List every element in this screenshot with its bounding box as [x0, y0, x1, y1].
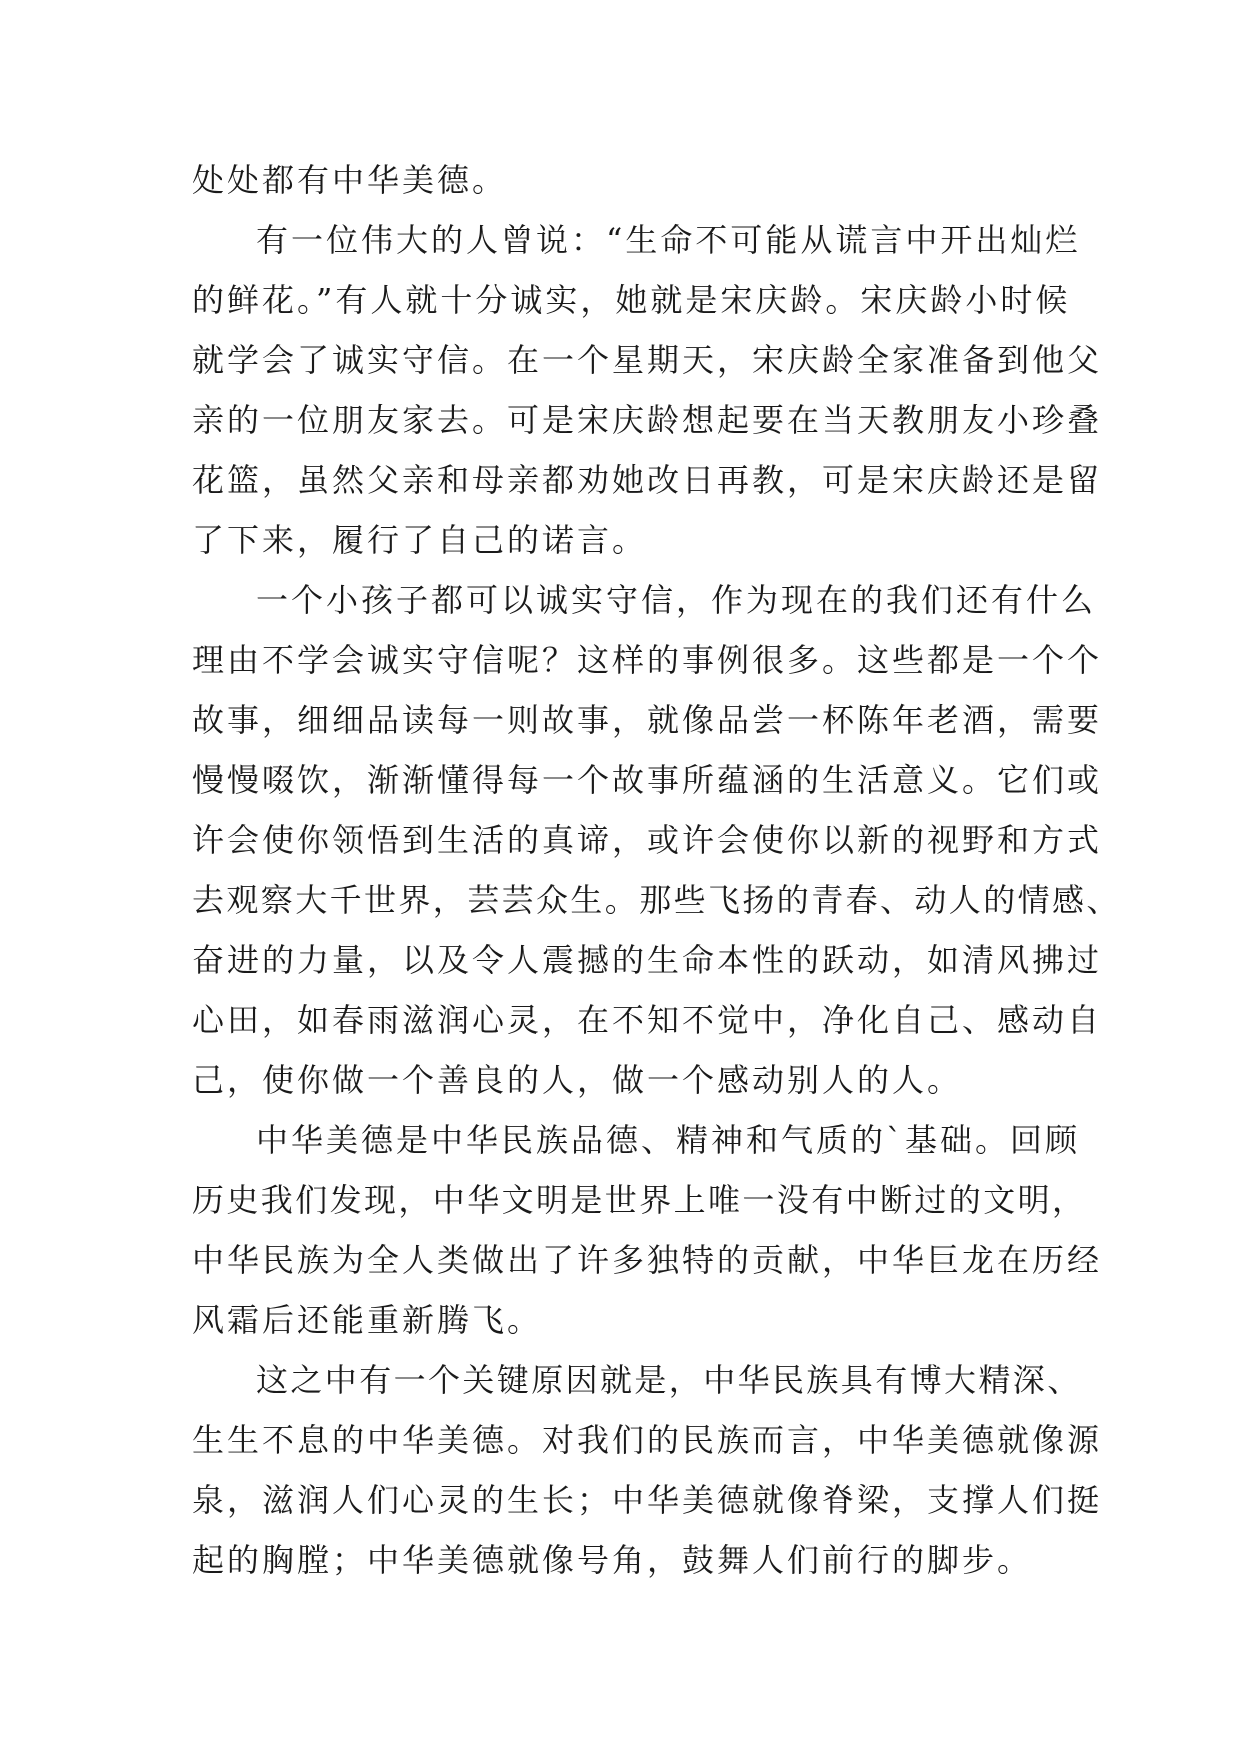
text-line: 泉，滋润人们心灵的生长；中华美德就像脊梁，支撑人们挺 — [192, 1481, 1103, 1519]
text-line: 中华民族为全人类做出了许多独特的贡献，中华巨龙在历经 — [192, 1241, 1103, 1279]
text-line: 故事，细细品读每一则故事，就像品尝一杯陈年老酒，需要 — [192, 701, 1103, 739]
text-line: 亲的一位朋友家去。可是宋庆龄想起要在当天教朋友小珍叠 — [192, 401, 1103, 439]
text-line: 理由不学会诚实守信呢？这样的事例很多。这些都是一个个 — [192, 641, 1103, 679]
text-line: 历史我们发现，中华文明是世界上唯一没有中断过的文明， — [192, 1181, 1087, 1219]
text-line: 花篮，虽然父亲和母亲都劝她改日再教，可是宋庆龄还是留 — [192, 461, 1103, 499]
text-line: 的鲜花。”有人就十分诚实，她就是宋庆龄。宋庆龄小时候 — [192, 281, 1071, 319]
text-line: 己，使你做一个善良的人，做一个感动别人的人。 — [192, 1061, 963, 1099]
text-line: 风霜后还能重新腾飞。 — [192, 1301, 543, 1339]
text-line: 起的胸膛；中华美德就像号角，鼓舞人们前行的脚步。 — [192, 1541, 1033, 1579]
text-line: 去观察大千世界，芸芸众生。那些飞扬的青春、动人的情感、 — [192, 881, 1121, 919]
text-line: 生生不息的中华美德。对我们的民族而言，中华美德就像源 — [192, 1421, 1103, 1459]
text-line: 心田，如春雨滋润心灵，在不知不觉中，净化自己、感动自 — [192, 1001, 1103, 1039]
paragraph-start-line: 有一位伟大的人曾说：“生命不可能从谎言中开出灿烂 — [256, 221, 1081, 259]
paragraph-start-line: 这之中有一个关键原因就是，中华民族具有博大精深、 — [256, 1361, 1082, 1399]
text-line: 就学会了诚实守信。在一个星期天，宋庆龄全家准备到他父 — [192, 341, 1103, 379]
body-text — [192, 150, 1121, 1590]
text-line: 处处都有中华美德。 — [192, 161, 508, 199]
paragraph-start-line: 一个小孩子都可以诚实守信，作为现在的我们还有什么 — [256, 581, 1097, 619]
text-line: 奋进的力量，以及令人震撼的生命本性的跃动，如清风拂过 — [192, 941, 1103, 979]
text-line: 许会使你领悟到生活的真谛，或许会使你以新的视野和方式 — [192, 821, 1103, 859]
text-line: 了下来，履行了自己的诺言。 — [192, 521, 648, 559]
text-line: 慢慢啜饮，渐渐懂得每一个故事所蕴涵的生活意义。它们或 — [192, 761, 1103, 799]
paragraph-start-line: 中华美德是中华民族品德、精神和气质的`基础。回顾 — [256, 1121, 1081, 1159]
